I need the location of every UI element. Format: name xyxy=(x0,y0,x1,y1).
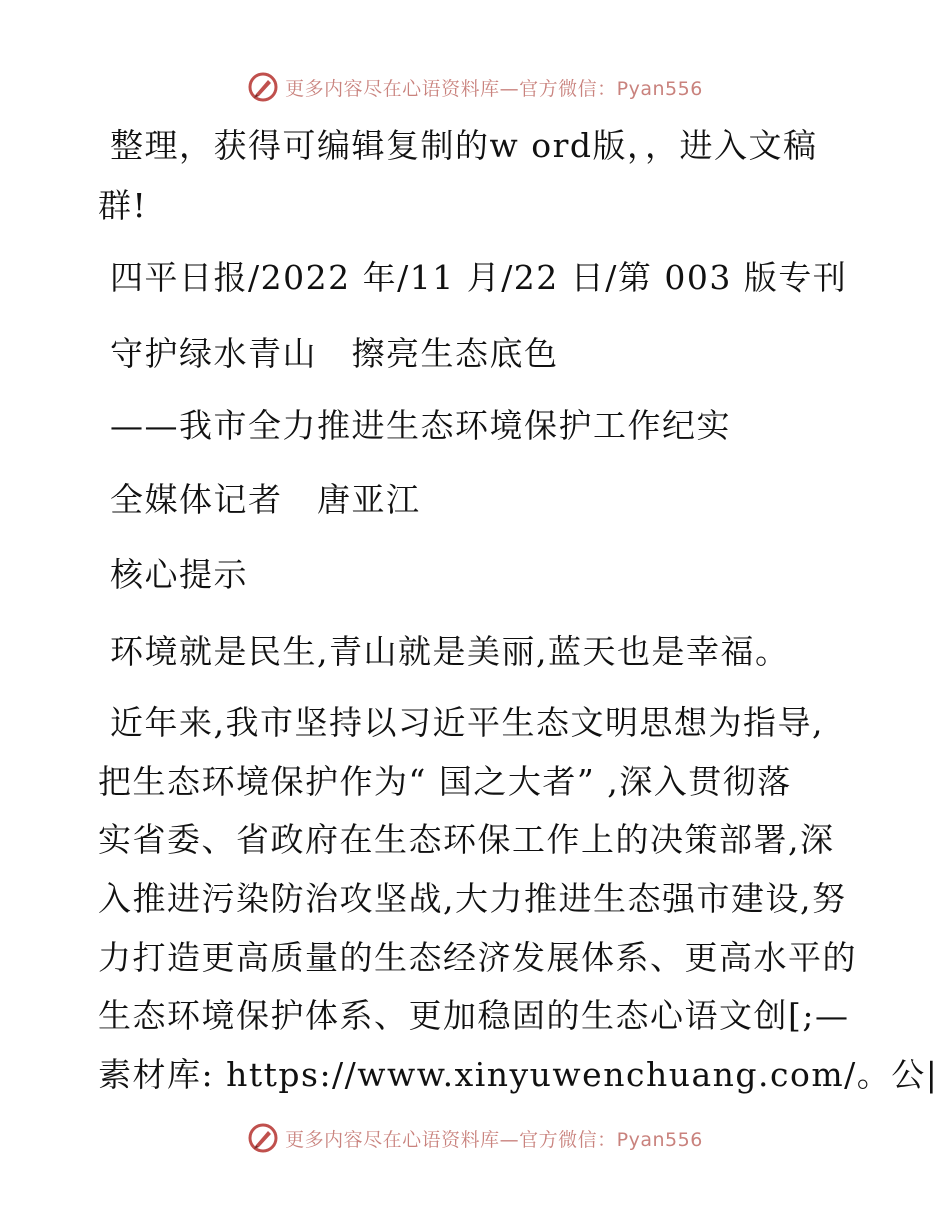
watermark-text: 更多内容尽在心语资料库—官方微信：Pyan556 xyxy=(285,1128,703,1151)
body-line: 实省委、省政府在生态环保工作上的决策部署,深 xyxy=(98,820,835,859)
header-watermark xyxy=(0,71,950,103)
body-line: 入推进污染防治攻坚战,大力推进生态强市建设,努 xyxy=(98,879,847,918)
article-byline: 全媒体记者 唐亚江 xyxy=(110,480,421,519)
section-heading: 核心提示 xyxy=(110,555,248,594)
article-subtitle: ——我市全力推进生态环境保护工作纪实 xyxy=(110,406,731,445)
body-line: 整理，获得可编辑复制的w ord版，，进入文稿 xyxy=(110,126,818,165)
footer-watermark xyxy=(0,1122,950,1154)
body-line: 群! xyxy=(98,186,148,225)
body-line: 环境就是民生,青山就是美丽,蓝天也是幸福。 xyxy=(110,632,790,671)
body-line: 把生态环境保护作为“ 国之大者” ,深入贯彻落 xyxy=(98,762,792,801)
article-title: 守护绿水青山 擦亮生态底色 xyxy=(110,334,559,373)
pen-logo-icon xyxy=(247,71,279,103)
publication-info: 四平日报/2022 年/11 月/22 日/第 003 版专刊 xyxy=(110,258,848,297)
watermark-text: 更多内容尽在心语资料库—官方微信：Pyan556 xyxy=(285,77,703,100)
body-line: 生态环境保护体系、更加稳固的生态心语文创[;— xyxy=(98,996,850,1035)
body-line: 力打造更高质量的生态经济发展体系、更高水平的 xyxy=(98,938,857,977)
body-line: 近年来,我市坚持以习近平生态文明思想为指导, xyxy=(110,703,824,742)
body-line: 素材库: https://www.xinyuwenchuang.com/。公| xyxy=(98,1055,939,1094)
pen-logo-icon xyxy=(247,1122,279,1154)
